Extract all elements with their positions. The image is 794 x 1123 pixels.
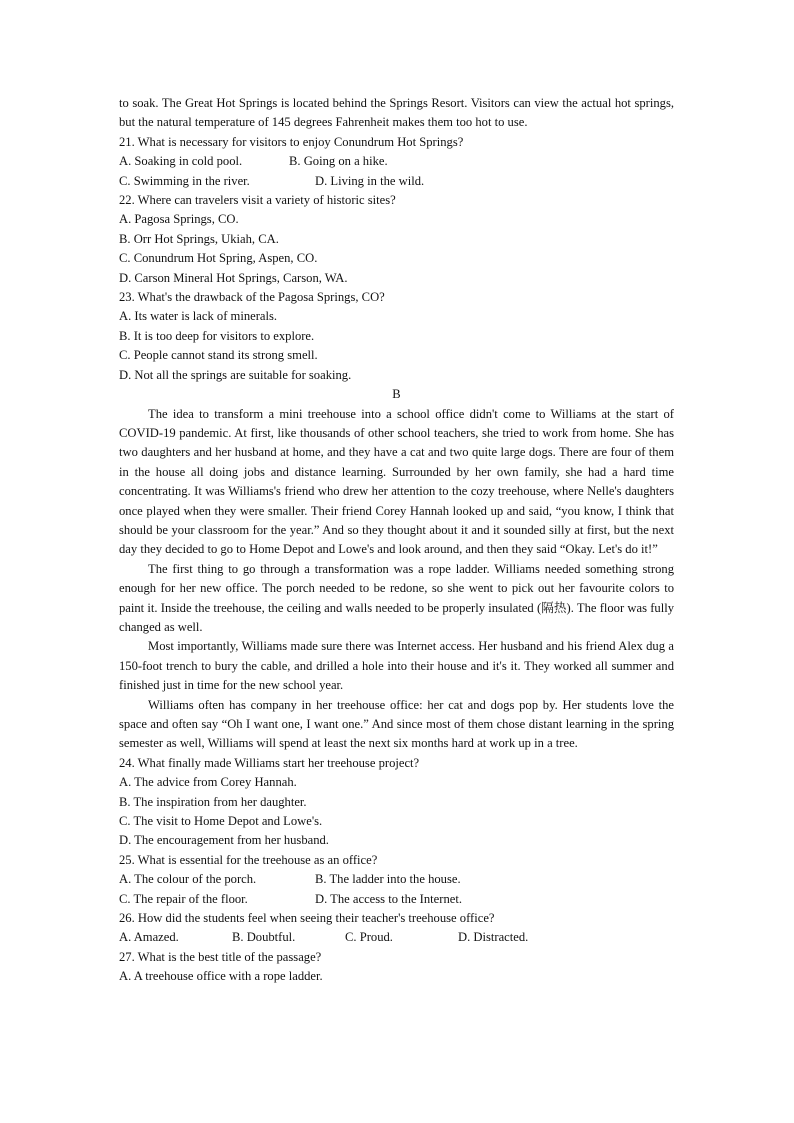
question-22 (119, 191, 674, 288)
option-b: B. It is too deep for visitors to explore. (119, 328, 315, 343)
option-d: D. Living in the wild. (315, 173, 425, 188)
options-row (119, 152, 674, 171)
option-c: C. Conundrum Hot Spring, Aspen, CO. (119, 251, 318, 266)
options-row (119, 890, 674, 909)
option-b: B. Doubtful. (232, 930, 296, 945)
option-b: B. Going on a hike. (289, 154, 388, 169)
options-row (119, 928, 674, 947)
passage-b (119, 405, 674, 754)
option-a: A. Pagosa Springs, CO. (119, 212, 239, 227)
option-c: C. The visit to Home Depot and Lowe's. (119, 814, 323, 829)
question-23 (119, 288, 674, 385)
question-stem: 23. What's the drawback of the Pagosa Springs, CO? (119, 290, 385, 305)
question-27 (119, 948, 674, 987)
question-stem: 26. How did the students feel when seeing their teacher's treehouse office? (119, 911, 495, 926)
paragraph: The idea to transform a mini treehouse into a school office didn't come to Williams at the start of COVID-19 pandemic. At first, like thousands of other school teachers, she tried to work from home. She has two daughters and her husband at home, and they have a cat and two quite large dogs. There are four of them in the house all doing jobs and distance learning. Surrounded by her own family, she had a hard time concentrating. It was Williams's friend who drew her attention to the cozy treehouse, where Nelle's daughters once played when they were smaller. Their friend Corey Hannah looked up and said, “you know, I think that should be your classroom for the year.” And so they thought about it and it sounded silly at first, but the next day they decided to go to Home Depot and Lowe's and look around, and then they said “Okay. Let's do it!” (119, 406, 674, 557)
options-row (119, 870, 674, 889)
option-b: B. The ladder into the house. (315, 872, 461, 887)
paragraph: Most importantly, Williams made sure there was Internet access. Her husband and his friend Alex dug a 150-foot trench to bury the cable, and drilled a hole into their house and it's it. They worked all summer and finished just in time for the new school year. (119, 639, 674, 693)
option-c: C. Swimming in the river. (119, 173, 250, 188)
option-a: A. A treehouse office with a rope ladder. (119, 969, 323, 984)
option-b: B. Orr Hot Springs, Ukiah, CA. (119, 231, 279, 246)
question-stem: 25. What is essential for the treehouse as an office? (119, 852, 378, 867)
option-a: A. Soaking in cold pool. (119, 154, 243, 169)
section-heading: B (392, 387, 401, 402)
question-stem: 27. What is the best title of the passage? (119, 949, 322, 964)
option-a: A. Its water is lack of minerals. (119, 309, 278, 324)
question-stem: 21. What is necessary for visitors to enjoy Conundrum Hot Springs? (119, 134, 464, 149)
option-a: A. The advice from Corey Hannah. (119, 775, 297, 790)
question-25 (119, 851, 674, 909)
options-row (119, 172, 674, 191)
option-c: C. Proud. (345, 930, 393, 945)
option-d: D. Not all the springs are suitable for soaking. (119, 367, 352, 382)
option-c: C. The repair of the floor. (119, 891, 248, 906)
question-24 (119, 754, 674, 851)
question-stem: 22. Where can travelers visit a variety of historic sites? (119, 193, 396, 208)
option-d: D. Distracted. (458, 930, 529, 945)
question-26 (119, 909, 674, 948)
option-d: D. Carson Mineral Hot Springs, Carson, WA. (119, 270, 348, 285)
paragraph: Williams often has company in her treehouse office: her cat and dogs pop by. Her students love the space and often say “Oh I want one, I want one.” And since most of them chose distant learning in the spring semester as well, Williams will spend at least the next six months hard at work up in a tree. (119, 697, 674, 751)
option-a: A. Amazed. (119, 930, 179, 945)
option-b: B. The inspiration from her daughter. (119, 794, 307, 809)
paragraph: The first thing to go through a transformation was a rope ladder. Williams needed something strong enough for her new office. The porch needed to be redone, so she went to pick out her favourite colors to paint it. Inside the treehouse, the ceiling and walls needed to be properly insulated (隔热). The floor was fully changed as well. (119, 561, 674, 634)
option-d: D. The access to the Internet. (315, 891, 462, 906)
passage-a-tail: to soak. The Great Hot Springs is located behind the Springs Resort. Visitors can view the actual hot springs, but the natural temperature of 145 degrees Fahrenheit makes them too hot to use. (119, 96, 674, 130)
option-c: C. People cannot stand its strong smell. (119, 348, 318, 363)
question-21 (119, 133, 674, 191)
option-d: D. The encouragement from her husband. (119, 833, 329, 848)
option-a: A. The colour of the porch. (119, 872, 257, 887)
question-stem: 24. What finally made Williams start her treehouse project? (119, 755, 420, 770)
